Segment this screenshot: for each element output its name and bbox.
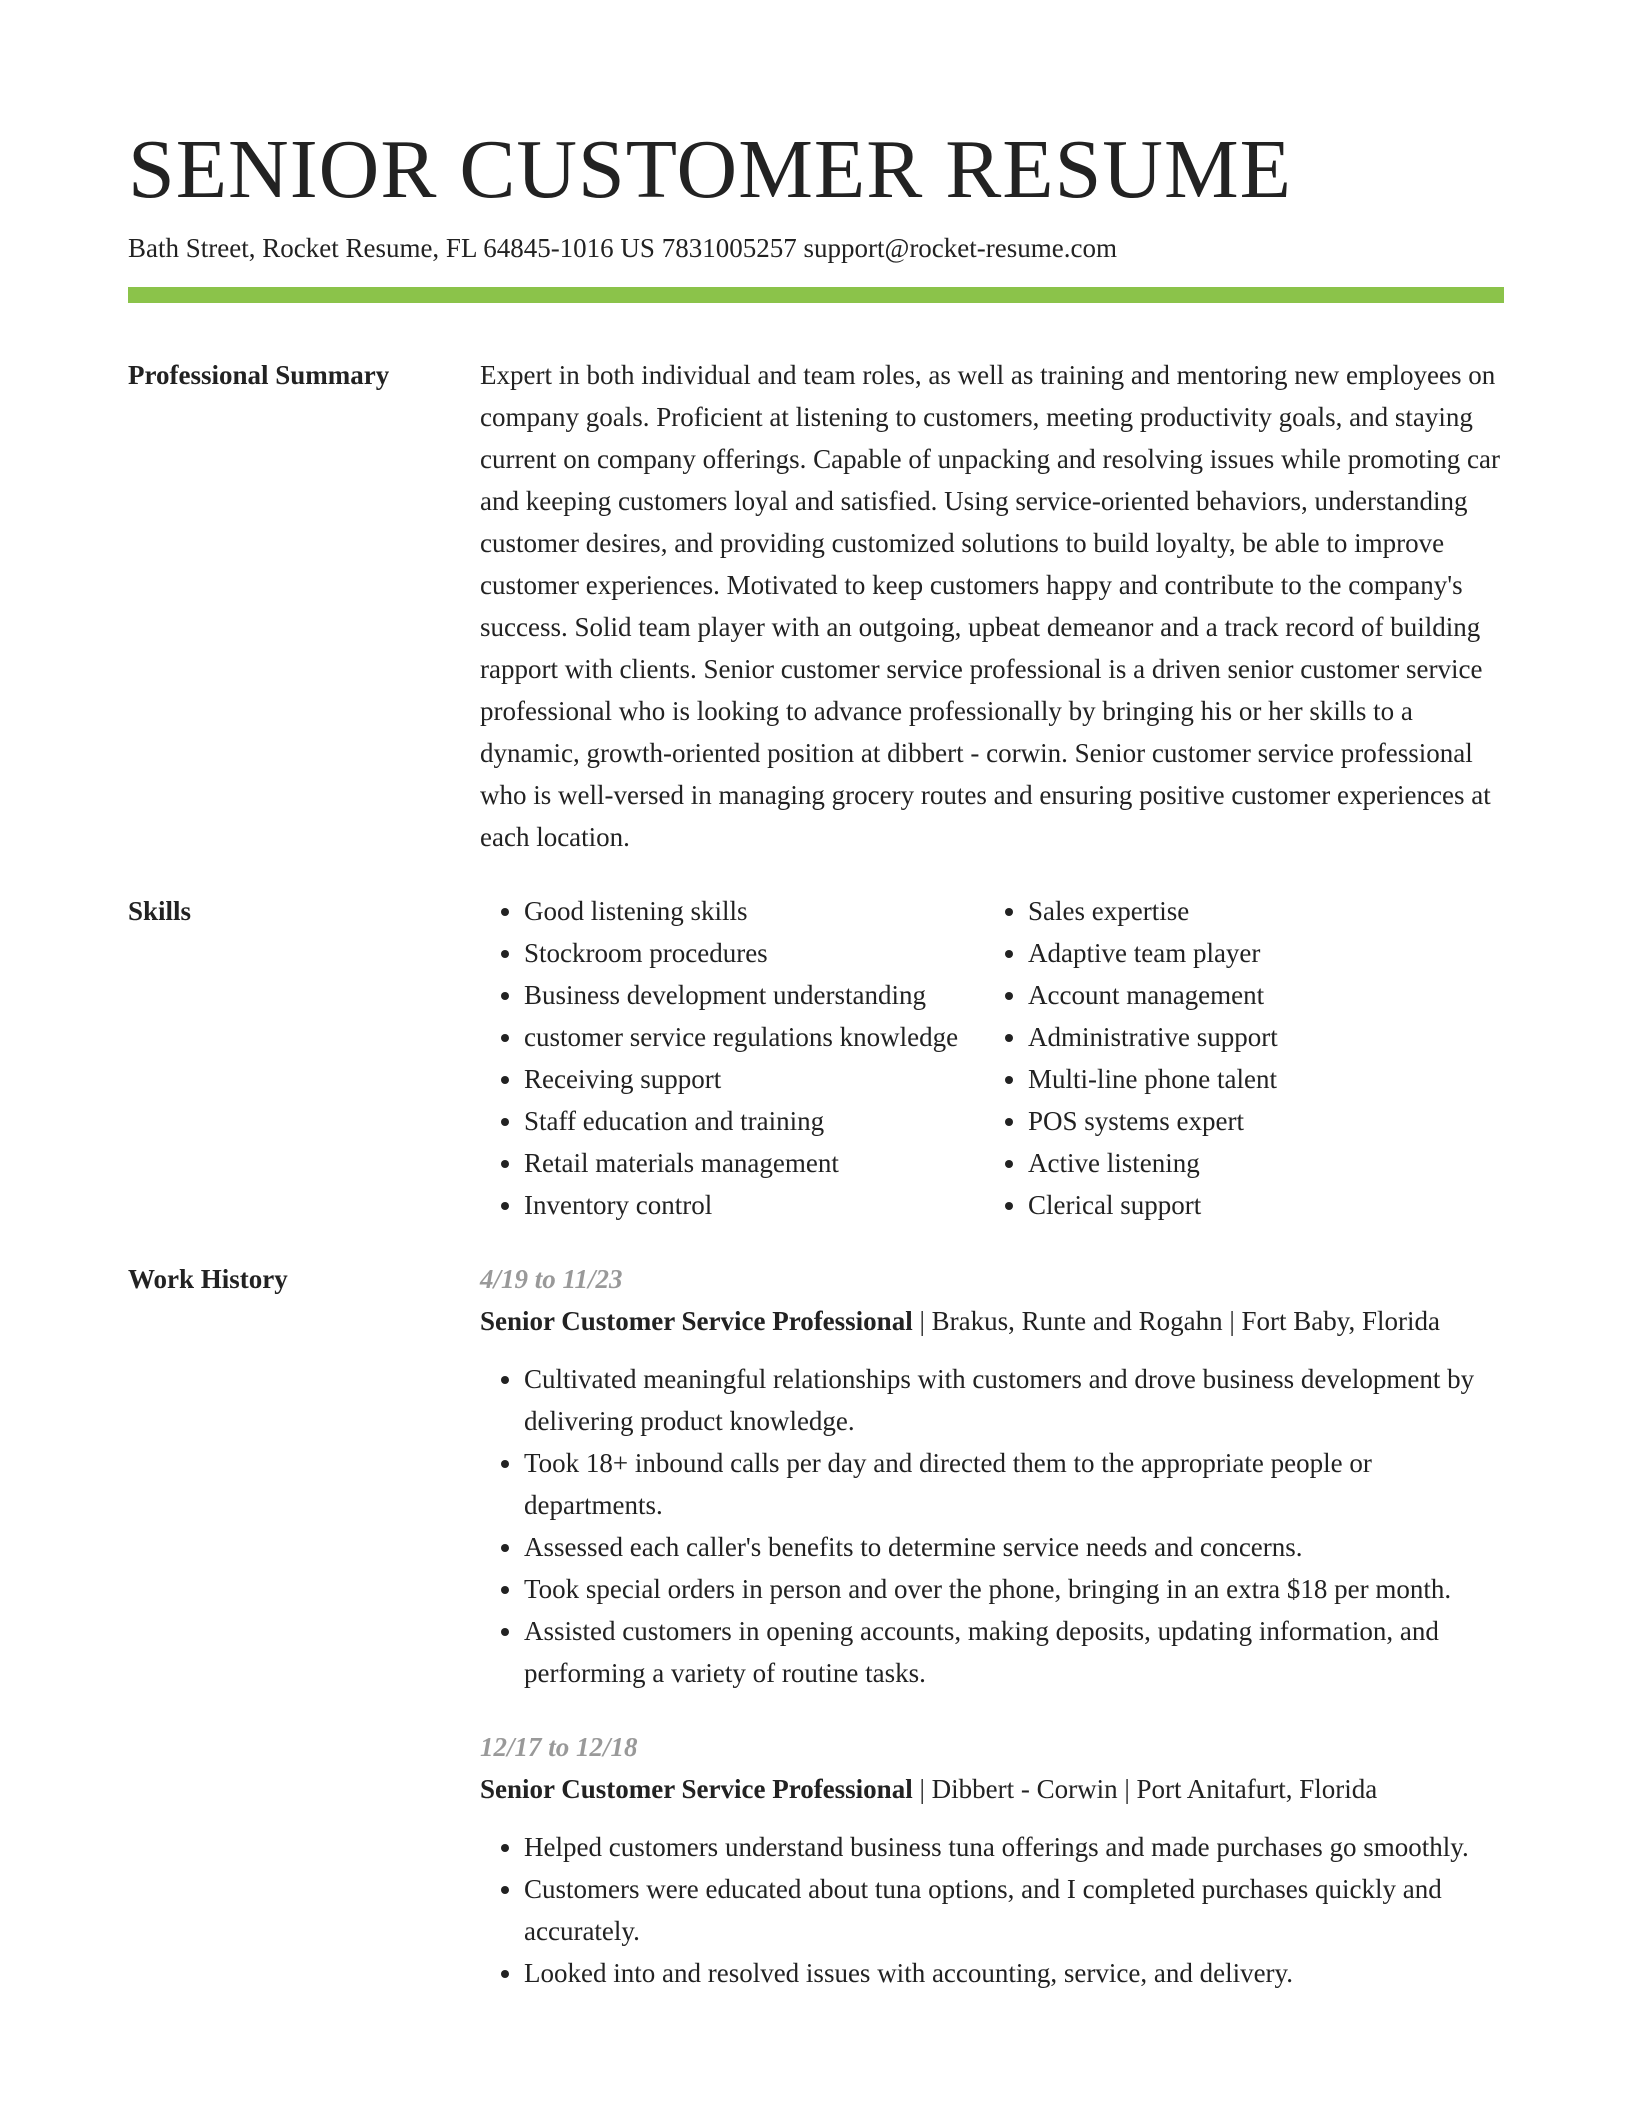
professional-summary-section: [128, 354, 1504, 858]
job-bullet: • Customers were educated about tuna options, and I completed purchases quickly and accurately.: [524, 1868, 1504, 1952]
job-bullet: • Assisted customers in opening accounts, making deposits, updating information, and performing a variety of routine tasks.: [524, 1610, 1504, 1694]
skill-item: • Administrative support: [1028, 1016, 1528, 1058]
skill-item: • Staff education and training: [524, 1100, 984, 1142]
skills-list-right: [984, 890, 1528, 1226]
job-heading: [480, 1768, 1504, 1810]
section-body: [480, 1258, 1504, 1994]
skill-item: • Business development understanding: [524, 974, 984, 1016]
job-entry: [480, 1258, 1504, 1694]
resume-page: [128, 0, 1504, 1994]
section-body: [480, 354, 1504, 858]
job-bullets: [480, 1826, 1504, 1994]
skill-item: • Retail materials management: [524, 1142, 984, 1184]
work-history-section: [128, 1258, 1504, 1994]
job-company-location: | Dibbert - Corwin | Port Anitafurt, Florida: [912, 1774, 1378, 1804]
skill-item: • Account management: [1028, 974, 1528, 1016]
skill-item: • Sales expertise: [1028, 890, 1528, 932]
skills-columns: [480, 890, 1504, 1226]
section-label: Skills: [128, 896, 192, 926]
job-entry: [480, 1726, 1504, 1994]
job-bullet: • Looked into and resolved issues with accounting, service, and delivery.: [524, 1952, 1504, 1994]
skill-item: • Inventory control: [524, 1184, 984, 1226]
skill-item: • Clerical support: [1028, 1184, 1528, 1226]
skill-item: • customer service regulations knowledge: [524, 1016, 984, 1058]
skill-item: • Stockroom procedures: [524, 932, 984, 974]
skills-section: [128, 890, 1504, 1226]
job-title: Senior Customer Service Professional: [480, 1774, 913, 1804]
section-label: Professional Summary: [128, 360, 390, 390]
skill-item: • Multi-line phone talent: [1028, 1058, 1528, 1100]
summary-text: Expert in both individual and team roles, as well as training and mentoring new employees on company goals. Proficient at listening to customers, meeting productivity goals, and staying current on company offerings. Capable of unpacking and resolving issues while promoting car and keeping customers loyal and satisfied. Using service-oriented behaviors, understanding customer desires, and providing customized solutions to build loyalty, be able to improve customer experiences. Motivated to keep customers happy and contribute to the company's success. Solid team player with an outgoing, upbeat demeanor and a track record of building rapport with clients. Senior customer service professional is a driven senior customer service professional who is looking to advance professionally by bringing his or her skills to a dynamic, growth-oriented position at dibbert - corwin. Senior customer service professional who is well-versed in managing grocery routes and ensuring positive customer experiences at each location.: [480, 360, 1500, 852]
section-label: Work History: [128, 1264, 288, 1294]
job-dates: 4/19 to 11/23: [480, 1264, 623, 1294]
skill-item: • Adaptive team player: [1028, 932, 1528, 974]
job-dates: 12/17 to 12/18: [480, 1732, 638, 1762]
contact-info: Bath Street, Rocket Resume, FL 64845-1016 US 7831005257 support@rocket-resume.com: [128, 233, 1117, 263]
skill-item: • Receiving support: [524, 1058, 984, 1100]
skill-item: • Good listening skills: [524, 890, 984, 932]
skill-item: • POS systems expert: [1028, 1100, 1528, 1142]
job-bullet: • Took 18+ inbound calls per day and directed them to the appropriate people or departments.: [524, 1442, 1504, 1526]
accent-divider: [128, 287, 1504, 303]
job-title: Senior Customer Service Professional: [480, 1306, 913, 1336]
skill-item: • Active listening: [1028, 1142, 1528, 1184]
resume-title: SENIOR CUSTOMER RESUME: [128, 123, 1292, 216]
skills-list-left: [480, 890, 984, 1226]
job-company-location: | Brakus, Runte and Rogahn | Fort Baby, Florida: [912, 1306, 1440, 1336]
job-bullet: • Helped customers understand business tuna offerings and made purchases go smoothly.: [524, 1826, 1504, 1868]
job-bullets: [480, 1358, 1504, 1694]
job-bullet: • Cultivated meaningful relationships with customers and drove business development by delivering product knowledge.: [524, 1358, 1504, 1442]
job-bullet: • Took special orders in person and over the phone, bringing in an extra $18 per month.: [524, 1568, 1504, 1610]
job-heading: [480, 1300, 1504, 1342]
job-bullet: • Assessed each caller's benefits to determine service needs and concerns.: [524, 1526, 1504, 1568]
